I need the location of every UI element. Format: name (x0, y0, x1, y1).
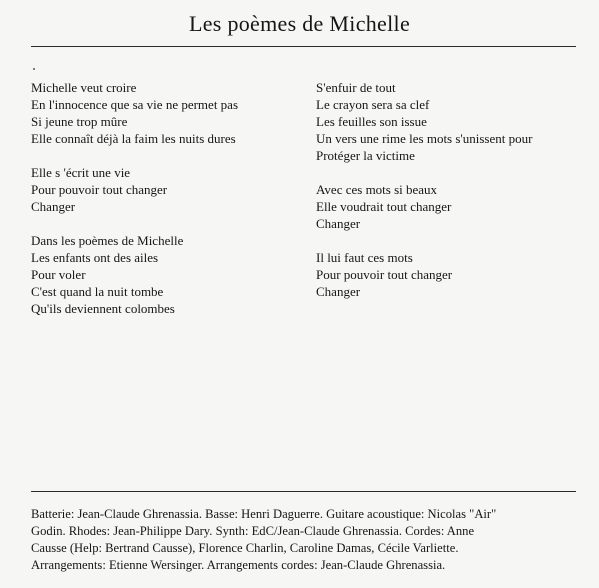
top-divider (31, 46, 576, 47)
ink-speck (33, 68, 35, 70)
lyrics-column-right (316, 79, 586, 300)
credits-line: Causse (Help: Bertrand Causse), Florence Charlin, Caroline Damas, Cécile Varliette. (31, 541, 459, 555)
lyric-line: Pour voler (31, 267, 86, 282)
lyric-line: Changer (316, 216, 361, 231)
credits-line: Batterie: Jean-Claude Ghrenassia. Basse: Henri Daguerre. Guitare acoustique: Nicolas "Air" (31, 507, 497, 521)
stanza (316, 181, 586, 232)
lyric-line: Dans les poèmes de Michelle (31, 233, 184, 248)
lyric-line: Elle connaît déjà la faim les nuits dures (31, 131, 236, 146)
stanza (31, 79, 301, 147)
lyric-line: Qu'ils deviennent colombes (31, 301, 175, 316)
stanza (31, 164, 301, 215)
bottom-divider (31, 491, 576, 492)
lyric-line: Il lui faut ces mots (316, 250, 413, 265)
lyric-line: Elle voudrait tout changer (316, 199, 452, 214)
credits-line: Arrangements: Etienne Wersinger. Arrangements cordes: Jean-Claude Ghrenassia. (31, 558, 446, 572)
lyric-line: Michelle veut croire (31, 80, 137, 95)
lyric-line: Les enfants ont des ailes (31, 250, 159, 265)
stanza (31, 232, 301, 317)
lyric-line: Le crayon sera sa clef (316, 97, 430, 112)
page-title: Les poèmes de Michelle (188, 11, 411, 36)
stanza (316, 79, 586, 164)
lyric-line: Si jeune trop mûre (31, 114, 128, 129)
lyric-line: Pour pouvoir tout changer (31, 182, 168, 197)
lyric-line: Les feuilles son issue (316, 114, 427, 129)
lyric-line: Changer (316, 284, 361, 299)
lyric-line: S'enfuir de tout (316, 80, 396, 95)
lyric-line: Elle s 'écrit une vie (31, 165, 131, 180)
lyric-line: C'est quand la nuit tombe (31, 284, 164, 299)
lyric-line: Avec ces mots si beaux (316, 182, 438, 197)
lyric-line: Pour pouvoir tout changer (316, 267, 453, 282)
credits-line: Godin. Rhodes: Jean-Philippe Dary. Synth: EdC/Jean-Claude Ghrenassia. Cordes: Anne (31, 524, 475, 538)
lyrics-column-left (31, 79, 301, 317)
lyric-line: Protéger la victime (316, 148, 415, 163)
credits-paragraph (31, 506, 577, 574)
lyric-line: Un vers une rime les mots s'unissent pour (316, 131, 533, 146)
stanza (316, 249, 586, 300)
lyric-line: Changer (31, 199, 76, 214)
lyric-line: En l'innocence que sa vie ne permet pas (31, 97, 239, 112)
